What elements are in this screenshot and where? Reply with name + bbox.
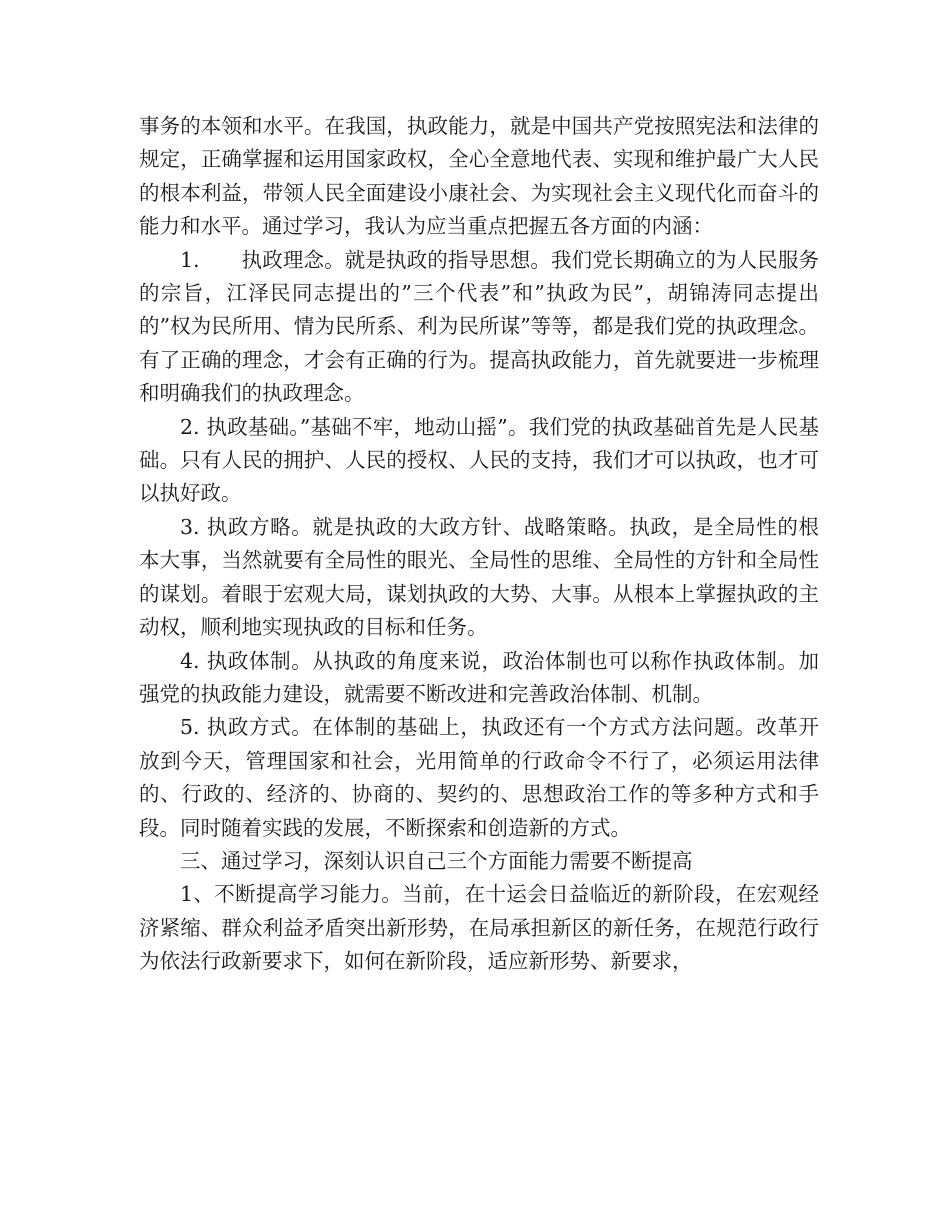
paragraph-item-4: 4. 执政体制。从执政的角度来说，政治体制也可以称作执政体制。加强党的执政能力建设，就需要不断改进和完善政治体制、机制。 [139, 648, 819, 706]
paragraph-intro: 事务的本领和水平。在我国，执政能力，就是中国共产党按照宪法和法律的规定，正确掌握和运用国家政权，全心全意地代表、实现和维护最广大人民的根本利益，带领人民全面建设小康社会、为实现社会主义现代化而奋斗的能力和水平。通过学习，我认为应当重点把握五各方面的内涵： [139, 114, 819, 239]
item-number: 1. [180, 247, 200, 272]
paragraph-item-3: 3. 执政方略。就是执政的大政方针、战略策略。执政，是全局性的根本大事，当然就要有全局性的眼光、全局性的思维、全局性的方针和全局性的谋划。着眼于宏观大局，谋划执政的大势、大事。从根本上掌握执政的主动权，顺利地实现执政的目标和任务。 [139, 514, 819, 640]
paragraph-item-5: 5. 执政方式。在体制的基础上，执政还有一个方式方法问题。改革开放到今天，管理国家和社会，光用简单的行政命令不行了，必须运用法律的、行政的、经济的、协商的、契约的、思想政治工作的等多种方式和手段。同时随着实践的发展，不断探索和创造新的方式。 [139, 715, 819, 840]
paragraph-item-1 [139, 244, 819, 411]
document-body [139, 110, 819, 979]
paragraph-learning-ability: 1、不断提高学习能力。当前，在十运会日益临近的新阶段，在宏观经济紧缩、群众利益矛盾突出新形势，在局承担新区的新任务，在规范行政行为依法行政新要求下，如何在新阶段，适应新形势、新要求， [139, 882, 819, 974]
section-heading: 三、通过学习，深刻认识自己三个方面能力需要不断提高 [180, 848, 693, 873]
item-text: 执政理念。就是执政的指导思想。我们党长期确立的为人民服务的宗旨，江泽民同志提出的”三个代表”和”执政为民”，胡锦涛同志提出的”权为民所用、情为民所系、利为民所谋”等等，都是我们党的执政理念。有了正确的理念，才会有正确的行为。提高执政能力，首先就要进一步梳理和明确我们的执政理念。 [139, 247, 819, 406]
paragraph-item-2: 2. 执政基础。”基础不牢，地动山摇”。我们党的执政基础首先是人民基础。只有人民的拥护、人民的授权、人民的支持，我们才可以执政，也才可以执好政。 [139, 414, 819, 506]
